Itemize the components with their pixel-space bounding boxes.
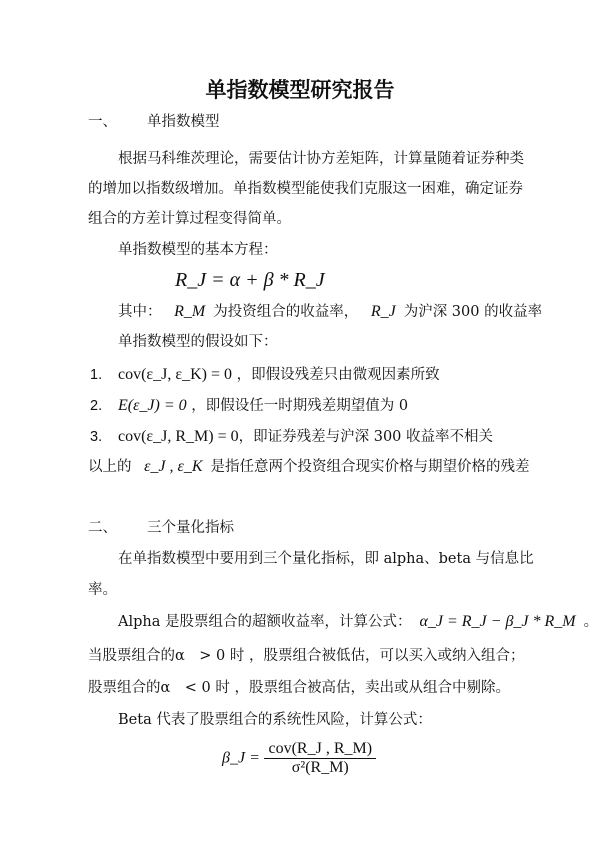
numerator: cov(R_J , R_M): [264, 740, 376, 759]
section-heading-2: [88, 518, 234, 538]
formula: R_M: [174, 303, 206, 320]
paragraph-line: 率。: [88, 582, 117, 598]
text: 为沪深 300 的收益率: [403, 304, 543, 320]
item-number: 1.: [90, 367, 103, 383]
paragraph-line: 的增加以指数级增加。单指数模型能使我们克服这一困难，确定证券: [88, 181, 523, 197]
formula: R_J: [370, 303, 396, 320]
paragraph-line: 当股票组合的α > 0 时 ，股票组合被低估，可以买入或纳入组合；: [88, 648, 525, 664]
beta-definition: Beta 代表了股票组合的系统性风险，计算公式：: [118, 712, 432, 728]
equation-intro: 单指数模型的基本方程：: [118, 242, 278, 258]
assumption-item: [90, 396, 408, 416]
section-heading-1: [88, 112, 220, 132]
beta-formula: [222, 740, 376, 777]
formula: cov(ε_J, R_M) = 0: [118, 428, 239, 445]
item-number: 3.: [90, 429, 103, 445]
assumptions-intro: 单指数模型的假设如下：: [118, 334, 278, 350]
alpha-formula: α_J = R_J − β_J * R_M: [419, 613, 576, 630]
text: 为投资组合的收益率，: [213, 304, 359, 320]
formula: E(ε_J) = 0: [118, 397, 187, 414]
alpha-definition: [118, 612, 598, 632]
section-title: 三个量化指标: [147, 520, 234, 536]
formula: ε_J , ε_K: [144, 458, 203, 475]
item-text: ，即假设残差只由微观因素所致: [236, 367, 440, 383]
item-text: ，即证券残差与沪深 300 收益率不相关: [238, 429, 494, 445]
assumption-item: [90, 365, 440, 385]
paragraph-line: 根据马科维茨理论，需要估计协方差矩阵，计算量随着证券种类: [118, 151, 524, 167]
section-number: 一、: [88, 114, 117, 130]
section-title: 单指数模型: [147, 114, 220, 130]
fraction: [264, 740, 376, 777]
paragraph-line: 股票组合的α < 0 时 ，股票组合被高估，卖出或从组合中剔除。: [88, 680, 510, 696]
formula-lhs: β_J =: [222, 749, 260, 767]
page-title: 单指数模型研究报告: [205, 77, 395, 102]
where-line: [118, 302, 542, 322]
residual-note: [88, 457, 530, 477]
text: 其中：: [118, 304, 162, 320]
section-number: 二、: [88, 520, 117, 536]
item-text: ，即假设任一时期残差期望值为 0: [191, 398, 409, 414]
text: Alpha 是股票组合的超额收益率，计算公式：: [118, 614, 412, 630]
paragraph-line: 组合的方差计算过程变得简单。: [88, 211, 291, 227]
text: 是指任意两个投资组合现实价格与期望价格的残差: [210, 459, 530, 475]
text: 。: [583, 614, 599, 630]
denominator: σ²(R_M): [291, 759, 349, 776]
text: 以上的: [88, 459, 132, 475]
paragraph-line: 在单指数模型中要用到三个量化指标，即 alpha、beta 与信息比: [118, 551, 534, 567]
basic-equation: R_J = α + β * R_J: [175, 269, 325, 291]
assumption-item: [90, 427, 493, 447]
formula: cov(ε_J, ε_K) = 0: [118, 366, 232, 383]
item-number: 2.: [90, 398, 103, 414]
